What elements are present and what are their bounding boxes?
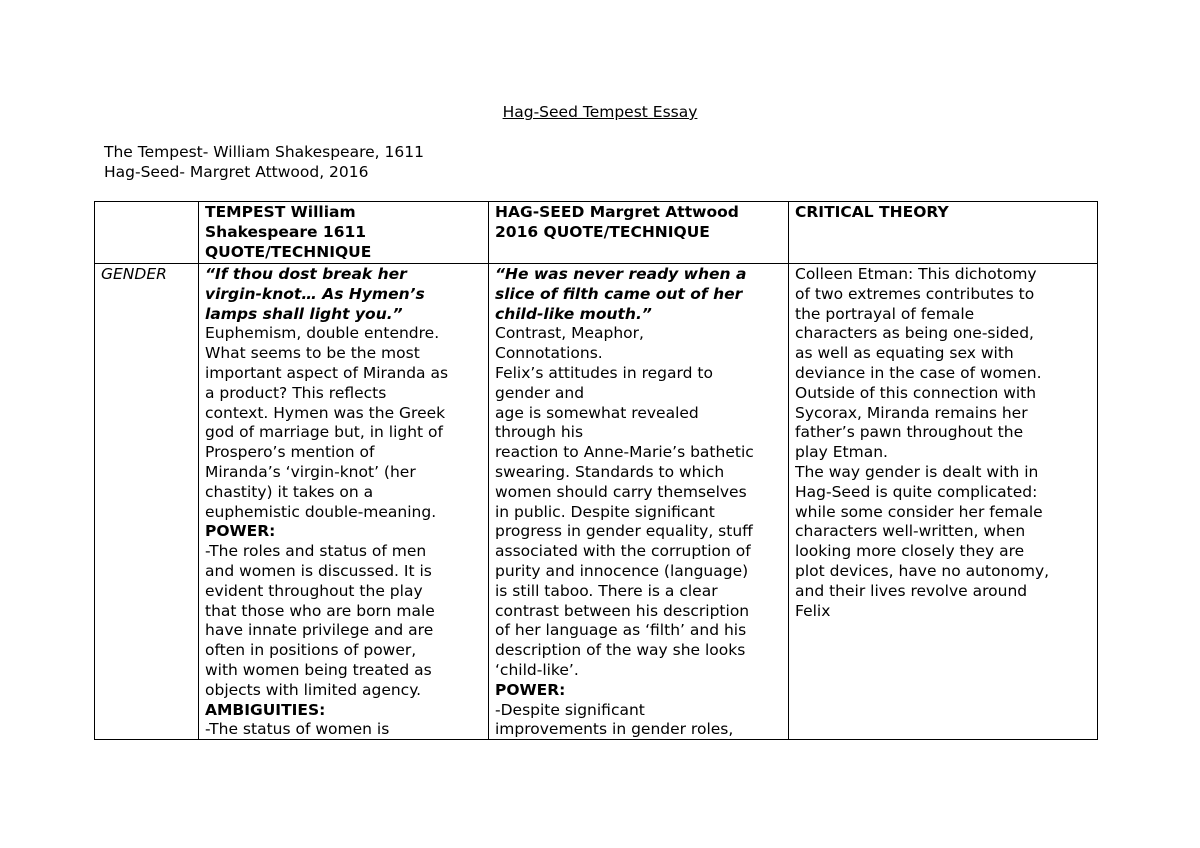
quote-line: “He was never ready when a	[495, 265, 747, 283]
quote-line: slice of filth came out of her	[495, 284, 743, 303]
analysis-line: of her language as ‘filth’ and his	[495, 621, 747, 640]
critical-line: Hag-Seed is quite complicated:	[795, 482, 1038, 501]
analysis-line: is still taboo. There is a clear	[495, 581, 718, 600]
critical-line: the portrayal of female	[795, 304, 975, 323]
critical-line: father’s pawn throughout the	[795, 423, 1024, 442]
analysis-line: purity and innocence (language)	[495, 561, 749, 580]
header-line: CRITICAL THEORY	[795, 203, 949, 221]
analysis-line: Euphemism, double entendre.	[205, 324, 440, 343]
analysis-line: in public. Despite significant	[495, 502, 715, 521]
critical-line: Sycorax, Miranda remains her	[795, 403, 1028, 422]
analysis-line: Contrast, Meaphor,	[495, 324, 644, 343]
row-label: GENDER	[101, 265, 167, 283]
comparison-table	[94, 201, 1098, 740]
critical-line: characters well-written, when	[795, 522, 1026, 541]
critical-line: as well as equating sex with	[795, 344, 1014, 363]
power-line: -Despite significant	[495, 700, 645, 719]
critical-line: Felix	[795, 601, 831, 620]
document-title: Hag-Seed Tempest Essay	[502, 103, 698, 121]
header-line: 2016 QUOTE/TECHNIQUE	[495, 222, 710, 241]
critical-theory-cell	[789, 264, 1098, 740]
analysis-line: reaction to Anne-Marie’s bathetic	[495, 443, 754, 462]
critical-line: Outside of this connection with	[795, 383, 1037, 402]
analysis-line: chastity) it takes on a	[205, 482, 374, 501]
header-line: HAG-SEED Margret Attwood	[495, 203, 739, 221]
header-cell-tempest	[199, 202, 489, 264]
analysis-line: through his	[495, 423, 584, 442]
analysis-line: Felix’s attitudes in regard to	[495, 363, 713, 382]
hagseed-cell	[489, 264, 789, 740]
analysis-line: context. Hymen was the Greek	[205, 403, 446, 422]
analysis-line: women should carry themselves	[495, 482, 747, 501]
document-meta	[104, 143, 424, 183]
critical-line: play Etman.	[795, 443, 888, 462]
critical-line: of two extremes contributes to	[795, 284, 1035, 303]
analysis-line: Miranda’s ‘virgin-knot’ (her	[205, 462, 416, 481]
power-line: objects with limited agency.	[205, 680, 422, 699]
analysis-line: euphemistic double-meaning.	[205, 502, 437, 521]
critical-line: and their lives revolve around	[795, 581, 1028, 600]
analysis-line: important aspect of Miranda as	[205, 363, 449, 382]
table-row	[95, 264, 1098, 740]
power-heading: POWER:	[205, 522, 276, 541]
analysis-line: contrast between his description	[495, 601, 750, 620]
analysis-line: associated with the corruption of	[495, 542, 751, 561]
critical-line: plot devices, have no autonomy,	[795, 561, 1050, 580]
quote-line: “If thou dost break her	[205, 265, 407, 283]
table-header-row	[95, 202, 1098, 264]
analysis-line: Prospero’s mention of	[205, 443, 375, 462]
analysis-line: age is somewhat revealed	[495, 403, 699, 422]
header-line: Shakespeare 1611	[205, 222, 367, 241]
analysis-line: description of the way she looks	[495, 641, 746, 660]
quote-line: lamps shall light you.”	[205, 304, 403, 323]
analysis-line: Connotations.	[495, 344, 603, 363]
power-line: improvements in gender roles,	[495, 720, 734, 739]
power-line: often in positions of power,	[205, 641, 417, 660]
meta-line-hagseed: Hag-Seed- Margret Attwood, 2016	[104, 162, 369, 181]
ambiguities-heading: AMBIGUITIES:	[205, 700, 326, 719]
analysis-line: god of marriage but, in light of	[205, 423, 444, 442]
header-cell-empty	[95, 202, 199, 264]
header-cell-hagseed	[489, 202, 789, 264]
critical-line: characters as being one-sided,	[795, 324, 1034, 343]
critical-line: The way gender is dealt with in	[795, 462, 1039, 481]
tempest-cell	[199, 264, 489, 740]
critical-line: while some consider her female	[795, 502, 1043, 521]
header-cell-critical	[789, 202, 1098, 264]
meta-line-tempest: The Tempest- William Shakespeare, 1611	[104, 143, 424, 161]
analysis-line: a product? This reflects	[205, 383, 387, 402]
ambiguities-line: -The status of women is	[205, 720, 390, 739]
power-heading: POWER:	[495, 680, 566, 699]
analysis-line: swearing. Standards to which	[495, 462, 725, 481]
power-line: with women being treated as	[205, 660, 432, 679]
row-label-cell	[95, 264, 199, 740]
power-line: evident throughout the play	[205, 581, 423, 600]
analysis-line: progress in gender equality, stuff	[495, 522, 753, 541]
power-line: and women is discussed. It is	[205, 561, 432, 580]
quote-line: child-like mouth.”	[495, 304, 652, 323]
power-line: have innate privilege and are	[205, 621, 434, 640]
analysis-line: gender and	[495, 383, 585, 402]
critical-line: looking more closely they are	[795, 542, 1025, 561]
header-line: QUOTE/TECHNIQUE	[205, 242, 372, 261]
power-line: that those who are born male	[205, 601, 435, 620]
analysis-line: ‘child-like’.	[495, 660, 579, 679]
header-line: TEMPEST William	[205, 203, 356, 221]
quote-line: virgin-knot… As Hymen’s	[205, 284, 425, 303]
critical-line: deviance in the case of women.	[795, 363, 1042, 382]
critical-line: Colleen Etman: This dichotomy	[795, 265, 1037, 283]
power-line: -The roles and status of men	[205, 542, 427, 561]
analysis-line: What seems to be the most	[205, 344, 420, 363]
